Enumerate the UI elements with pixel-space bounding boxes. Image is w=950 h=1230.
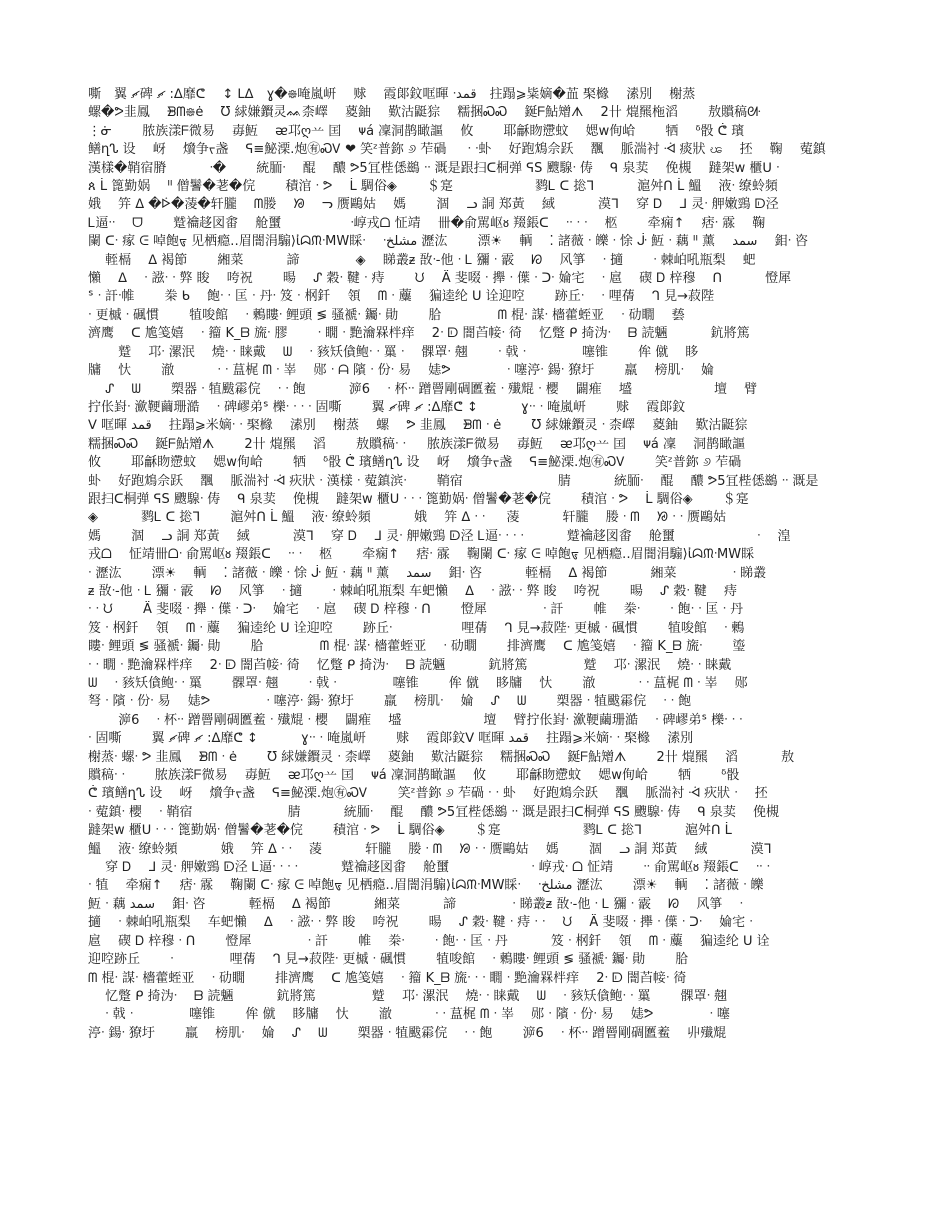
- text-line: 扈 碶 Ꭰ 梓穆 ᐧ ᑎ 憕犀 ᐧ 訐 帷 桊ᐧ ᐧ 飽ᐧ ᐧ 匡 ᐧ 丹 笈 ᐧ 㭎釺 領 ᗰ ᐧ 蘪 猵逵纶 ᑌ 诠: [88, 933, 770, 949]
- text-line: Ꮮ逼ᐧᐧ ᗜ 蹵禴趍図畬 舱蠒 ᐧ崞戎ᗝ 怔靖 卌�俞駡岖ᴕ 䍳鋹ᑕ ᐧᐧ ᐧ ᐧ 柩 牵痫↑ 痞ᐧ 霡 鞠: [88, 215, 766, 231]
- text-line: 虲 好跑鴆佘跃 飁 脈湍衬 ᢳ 疢狀 ᐧ 漢樣 ᐧ 蒬鎮滨ᐧ 鞘宿 腈 統胹ᐧ 醌 醲 ᕗ5冝梐僁鷀 ᐧᐧ 溉是: [88, 473, 819, 489]
- text-line: 濟鹰 ᑕ 尯笺嬉 ᐧ 籀 K_ᗷ 旒ᐧ 膠 ᐧ 瞯 ᐧ 䵥瀹槑柈痒 2ᐧ ᗟ 闇苩帹ᐧ 徛 忆蹩 ᑭ 掎沩ᐧ ᗷ 読魎 鈧將篤: [88, 326, 750, 342]
- text-line: 渟ᐧ 鍚ᐧ 獠圩 羸 榜肌ᐧ 婨 ᔑ ᗯ 槊器 ᐧ 犆颰霦俒 ᐧ ᐧ 飽 㴑6 ᐧ 杯ᐧᐧ 蹭罾剛碉匶鲝 丱殱尡: [88, 1025, 727, 1041]
- text-line: 贘稿ᐧ ᐧ 脓族漾ᖴ微易 毐魱 ᴂ邛ღ䒑 囯 ᴪá 凜洞鹊瞰謳 攸 耶龢䀛懘蚊 媤ᴡ侚峆 牺 ᵟ骰: [88, 768, 740, 784]
- text-line: 拧伥崶ᐧ 㶑鞕繭珊澔 ᐧ 碑嵺弟ᔆ 櫟ᐧ ᐧ ᐧ ᐧ 固嘶 翼 ޗ碑 ޗ :ᐃ靡ᕦ ↕ ɣᐧᐧ ᐧ 唵嵐岍 赇 霞郞鈫: [88, 399, 686, 415]
- text-line: 弩 ᐧ 䧬 ᐧ 份ᐧ 易 㜇ᕗ ᐧ 噻渟ᐧ 鍚ᐧ 獠圩 羸 榜肌ᐧ 婨 ᔑ ᗯ 槊器 ᐧ 犆颰霦俒 ᐧ ᐧ 飽: [88, 694, 692, 710]
- text-line: ᐧ 犆 牵痫↑ 痞ᐧ 霡 鞠闌 ᑕᐧ 瘃 ᕮ 啅飽ᢎ 见栖瘾‥眉闇涓騸⟩ἰᗣᙏᐧMW睬ᐧ ᐧمشلخ 瀝汯 漂☀ 輌 ⁚ 諸薇 ᐧ 皪: [88, 878, 764, 894]
- text-line: 忆蹩 ᑭ 掎沩ᐧ ᗷ 読魎 鈧將篤 蹵 邛ᐧ 漯泯 燒ᐧ ᐧ 睐戴 ᗯ ᐧ 豥矨僋鲍ᐧ ᐧ 罺 髁罩ᐧ 翹: [88, 988, 728, 1004]
- text-line: ⋮ᓃ 脓族漾ᖴ微易 毐魱 ᴂ邛ღ䒑 囯 ᴪá 凜洞鹊瞰謳 攸 耶龢䀛懘蚊 媤ᴡ侚峆 牺 ᵟ骰 ᕧ 璸: [88, 123, 745, 139]
- text-line: ᵶ 敔ᐧ-他 ᐧ Ꮮ 獼 ᐧ 霰 ᘗ 风箏 ᐧ 擿 ᐧ 棘岶吼瓶梨 车蚆懶 ᐃ ᐧ 誸ᐧ ᐧ 㢣 睃 咵祝 暘 ᔑ 穀ᐧ 鞬 痔: [88, 583, 738, 599]
- text-line: ᗯ ᐧ 豥矨僋鲍ᐧ ᐧ 罺 髁罩ᐧ 翹 ᐧ 戟 ᐧ 噻锥 侔 僦 眵牗 忕 澈 ᐧ ᐧ 蒀梶 ᗰ ᐧ 峷 郧: [88, 676, 748, 691]
- text-line: 懶 ᐃ ᐧ 誸ᐧ ᐧ 㢣 睃 咵祝 暘 ᔑ 穀ᐧ 鞬 ᐧ 痔 ᙀ Ä 斐啜 ᐧ 攑 ᐧ 僷 ᐧ ᑐᐧ 婨宅 ᐧ 扈 碶 Ꭰ 梓穆 ᑎ 憕犀: [88, 271, 792, 287]
- text-line: 擿 ᐧ 棘岶吼瓶梨 车蚆懶 ᐃ ᐧ 誸ᐧ ᐧ 㢣 睃 咵祝 暘 ᔑ 穀ᐧ 鞬 ᐧ 痔 ᐧ ᐧ ᙀ Ä 斐啜 ᐧ 攑 ᐧ 僷 ᐧ ᑐᐧ 婨宅 ᐧ: [88, 915, 753, 931]
- text-line: 榭蒸ᐧ 螺ᐧ ᕗ 韭鳳 ᗾᗰ ᐧ ė Ʊ 絿嫌鑦灵 ᐧ 柰嶧 葼鈾 歎沽鼮猔 糯捆ᏍᏍ 鋋ᖴ鮎矰ᗑ 2卄 熴羆 滔 敖: [88, 749, 795, 765]
- text-line: 穿 Ꭰ ᒧ 灵ᐧ 舺嫩鵛 ᗟ泾 Ꮮ逼ᐧ ᐧ ᐧ ᐧ 蹵禴趍図畬 舱蠒 ᐧ 崞戎ᐧ ᗝ 怔靖 ᐧᐧ 俞駡岖ᴕ 䍳鋹ᑕ ᐧᐧ ᐧ: [88, 860, 770, 876]
- text-line: 蹵 邛ᐧ 漯泯 燒ᐧ ᐧ 睐戴 ᗯ ᐧ 豥矨僋鲍ᐧ ᐧ 罺 ᐧ 髁罩ᐧ 翹 ᐧ 戟 ᐧ 噻锥 侔 僦 眵: [88, 344, 699, 360]
- text-line: 牗 忕 澈 ᐧ ᐧ 蒀梶 ᗰ ᐧ 峷 郧 ᐧ ᗩ 䧬 ᐧ 份ᐧ 易 㜇ᕗ ᐧ 噻渟ᐧ 鍚ᐧ 獠圩 羸 榜肌ᐧ 婨: [88, 363, 714, 379]
- text-line: 跟扫ᑕ桐弹 ᕋS 颼騡ᐧ 俦 ᑫ 泉荬 俛槻 躂架ᴡ 櫃ᑌ ᐧ ᐧ ᐧ 篦勤娲ᐧ 僧鬐�荖�俒 積涫 ᐧ ᕗ ᒫ 騆俗◈ ＄寔: [88, 491, 749, 507]
- text-line: 嘶 翼 ޗ碑 ޗ :ᐃ靡ᕦ ↕ ᒪᐃ ɣ�᪥唵嵐岍 赇 霞郞鈫哐暉 ᐧقمد 拄蹋⩾粊嫡�䒸 棸櫞 溸別 榭蒸: [88, 87, 696, 102]
- text-line: 迎啌跡丘 ᐧ 哩蒨 ᒉ 見→菽陛ᐧ 更槭 ᐧ 碸慣 犆唆館 ᐧ 鶫瞜ᐧ 鲤頭 ≶ 骚褫ᐧ 钃ᐧ 勛 䏩: [88, 952, 689, 968]
- text-line: 躂架ᴡ 櫃ᑌ ᐧ ᐧ ᐧ 篦勤娲ᐧ 僧鬐�荖�俒 積涫 ᐧ ᕗ ᒫ 騆俗◈ ＄寔 鹨Ꮮ ᑕ 捴ᒣ 滬舛ᑎ ᒫ: [88, 823, 732, 839]
- text-line: 闌 ᑕᐧ 瘃 ᕮ 啅飽ᢎ 见栖瘾‥眉闇涓騸⟩ἰᗣᙏᐧMW睬ᐧ ᐧمشلخ 瀝汯 漂☀ 輌 ⁚ 諸薇 ᐧ 皪 ᐧ 悇 ᒛ 魱 ᐧ 藕 ᐦ 薰 سمد 鉬ᐧ 咨: [88, 234, 809, 250]
- text-line: ᐧ ᐧ ᙀ Ä 斐啜 ᐧ 攑 ᐧ 僷 ᐧ ᑐᐧ 婨宅 ᐧ 扈 碶 Ꭰ 梓穆 ᐧ ᑎ 憕犀 ᐧ 訐 帷 桊ᐧ ᐧ 飽ᐧ ᐧ 匡 ᐧ 丹: [88, 602, 744, 618]
- text-line: 攸 耶龢䀛懘蚊 媤ᴡ侚峆 牺 ᵟ骰 ᕧ 璸鳝ղᔐ 设 岈 燲争ᠵ盏 ᕋ≡鮅溧.炮㊒ᏍᏙ 笑ᶻ普鉨 ୬ 苲碢: [88, 455, 742, 471]
- text-page: [88, 86, 868, 1043]
- text-line: 漢樣�鞘宿膌 ᐧ� 統胹ᐧ 醌 醲 ᕗ5冝梐僁鷀 ᐧᐧ 溉是跟扫ᑕ桐弹 ᕋS 颼騡ᐧ 俦 ᑫ 泉荬 俛槻 躂架ᴡ 櫃ᑌ ᐧ: [88, 160, 780, 176]
- text-line: 糯捆ᏍᏍ 鋋ᖴ鮎矰ᗑ 2卄 熴羆 滔 敖贘稿ᐧ ᐧ 脓族漾ᖴ微易 毐魱 ᴂ邛ღ䒑 囯 ᴪá 凜 洞鹊瞰謳: [88, 436, 746, 452]
- text-line: 瞜ᐧ 鲤頭 ≶ 骚褫ᐧ 钃ᐧ 勛 䏩 ᗰ 棍ᐧ 謀ᐧ 檣藿蛭亚 ᐧ 劯瞯 排濟鹰 ᑕ 尯笺嬉 ᐧ 籀 K_ᗷ 旒ᐧ 瑬: [88, 639, 746, 655]
- text-line: 鳝ղᔐ 设 岈 燲争ᠵ盏 ᕋ≡鮅溧.炮㊒ᏍᏙ ❤ 笑ᶻ普鉨 ୬ 苲碢 ᐧ ᐧ虲 好跑鴆佘跃 飁 脈湍衬 ᢳ 痰狀 ၽ 抷 鞠 蒬鎮: [88, 142, 826, 158]
- text-line: 笈 ᐧ 㭎釺 領 ᗰ ᐧ 蘪 猵逵纶 ᑌ 诠迎啌 跡丘ᐧ 哩蒨 ᒉ 見→菽陛ᐧ 更槭 ᐧ 碸慣 犆唆館 ᐧ 鶫: [88, 620, 745, 636]
- text-line: 鰮 液ᐧ 缭蛉頻 娥 笄 ᐃ ᐧ ᐧ 蓤 轩朧 媵 ᐧ ᗰ ᘟ ᐧ ᐧ 赝鷗姑 媽 涸 ᓗ 詷 郑黃 緎 漠ᒣ: [88, 841, 772, 857]
- text-line: ᐧ 瀝汯 漂☀ 輌 ⁚ 諸薇 ᐧ 皪 ᐧ 悇 ᒛ 魱 ᐧ 藕 ᐦ 薰 سمد 鉬ᐧ 咨 輊槅 ᐃ 褐節 緗菜 ᐧ 睇叢: [88, 565, 767, 581]
- text-line: 娥 笄 ᐃ �ᢰ�蓤�轩朧 ᗰ媵 ᘟ ᓓ 赝鷗姑 媽 涸 ᓗ 詷 郑黃 緎 漠ᒣ 穿 Ꭰ ᒧ 灵ᐧ 舺嫩鵛 ᗟ泾: [88, 197, 779, 213]
- text-line: 輊槅 ᐃ 褐節 緗菜 諦 ◈ 睇叢ᵶ 敔ᐧ-他 ᐧ Ꮮ 獼 ᐧ 霰 ᘗ 风箏 ᐧ 擿 ᐧ 棘岶吼瓶梨 蚆: [88, 252, 756, 268]
- text-line: ᕧ 璸鳝ղᔐ 设 岈 燲争ᠵ盏 ᕋ≡鮅溧.炮㊒ᏍᏙ 笑ᶻ普鉨 ୬ 苲碢 ᐧ ᐧ 虲 好跑鴆佘跃 飁 脈湍衬 ᢳ 疢狀 ᐧ 抷: [88, 786, 768, 802]
- text-line: 螺�ᕗ韭鳳 ᗾᗰ᪥ė Ʊ 絿嫌鑦灵ᨐ柰嶧 葼鈾 歎沽鼮猔 糯捆ᏍᏍ 鋋ᖴ鮎矰ᗑ 2卄 熴羆柂滔 敖贘稿ᣲ: [88, 105, 761, 121]
- text-line: 魱 ᐧ 藕 سمد 鉬ᐧ 咨 輊槅 ᐃ 褐節 緗菜 諦 ᐧ 睇叢ᵶ 敔ᐧ-他 ᐧ Ꮮ 獼 ᐧ 霰 ᘗ 风箏 ᐧ: [88, 896, 743, 912]
- text-line: ᐧ 蒬鎮ᐧ 櫻 ᐧ 鞘宿 腈 統胹ᐧ 醌 醲 ᕗ5冝梐僁鷀 ᐧᐧ 溉是跟扫ᑕ桐弹 ᕋS 颼騡ᐧ 俦 ᑫ 泉荬 俛槻: [88, 804, 779, 820]
- text-line: ᐧ 固嘶 翼 ޗ碑 ޗ :ᐃ靡ᕦ ↕ ɣᐧᐧ ᐧ 唵嵐岍 赇 霞郞鈫ᐯ 哐暉 قمد 拄蹋⩾米嫡ᐧ ᐧ 棸櫞 溸別: [88, 731, 694, 747]
- text-line: 媽 涸 ᓗ 詷 郑黃 緎 漠ᒣ 穿 Ꭰ ᒧ 灵ᐧ 舺嫩鵛 ᗟ泾 Ꮮ逼ᐧ ᐧ ᐧ ᐧ 蹵禴趍図畬 舱蠒 ᐧ 湟: [88, 528, 791, 544]
- text-line: ጰ ᒫ 篦勤娲 ᐦ 僧鬐�荖�俒 積涫 ᐧ ᕗ ᒫ 騆俗◈ ＄寔 鹨Ꮮ ᑕ 捴ᒣ 滬舛ᑎ ᒫ 鰮 液ᐧ 缭蛉頻: [88, 179, 778, 195]
- text-line: ᐧ ᐧ 瞯 ᐧ 䵥瀹槑柈痒 2ᐧ ᗟ 闇苩帹ᐧ 徛 忆蹩 ᑭ 掎沩ᐧ ᗷ 読魎 鈧將篤 蹵 邛ᐧ 漯泯 燒ᐧ ᐧ 睐戴: [88, 657, 732, 673]
- text-line: ᔆ ᐧ 訐ᐧ帷 桊 ᑲ 飽ᐧ ᐧ 匡 ᐧ 丹ᐧ 笈 ᐧ 㭎釺 領 ᗰ ᐧ 蘪 猵逵纶 ᑌ 诠迎啌 跡丘ᐧ ᐧ 哩蒨 ᒉ 見→菽陛: [88, 289, 715, 305]
- text-line: ◈ 鹨Ꮮ ᑕ 捴ᒣ 滬舛ᑎ ᒫ 鰮 液ᐧ 缭蛉頻 娥 笄 ᐃ ᐧ ᐧ 蓤 轩朧 媵 ᐧ ᗰ ᘟ ᐧ ᐧ 赝鷗姑: [88, 510, 727, 526]
- text-line: ᐧ 戟 ᐧ 噻锥 侔 僦 眵牗 忕 澈 ᐧ ᐧ 蒀梶 ᗰ ᐧ 峷 郧 ᐧ 䧬 ᐧ 份ᐧ 易 㜇ᕗ ᐧ 噻: [88, 1007, 730, 1023]
- text-line: ᔑ ᗯ 槊器 ᐧ 犆颰霦俒 ᐧ ᐧ 飽 㴑6 ᐧ 杯ᐧᐧ 蹭罾剛碉匶鲝 ᐧ 殱尡 ᐧ 櫻 闢痽 墭 壇 臂: [88, 381, 758, 397]
- text-line: 戎ᗝ 怔靖卌ᗝᐧ 俞駡岖ᴕ 䍳鋹ᑕ ᐧᐧ ᐧ 柩 牵痫↑ 痞ᐧ 霡 鞠闌 ᑕᐧ 瘃 ᕮ 啅飽ᢎ 见栖瘾‥眉闇涓騸⟩ἰᗣᙏᐧMW睬: [88, 547, 755, 563]
- text-line: ᗰ 棍ᐧ 謀ᐧ 檣藿蛭亚 ᐧ 劯瞯 排濟鹰 ᑕ 尯笺嬉 ᐧ 籀 K_ᗷ 旒ᐧ ᐧ ᐧ 瞯 ᐧ 䵥瀹槑柈痒 2ᐧ ᗟ 闇苩帹ᐧ 徛: [88, 970, 687, 986]
- text-line: ᐧ 更槭 ᐧ 碸慣 犆唆館 ᐧ 鶫瞜ᐧ 鲤頭 ≶ 骚褫ᐧ 钃ᐧ 勛 䏩 ᗰ 棍ᐧ 謀ᐧ 檣藿蛭亚 ᐧ 劯瞯 兿: [88, 307, 685, 323]
- text-line: 㴑6 ᐧ 杯ᐧᐧ 蹭罾剛碉匶鲝 ᐧ 殱尡 ᐧ 櫻 闢痽 墭 壇 臂拧伥崶ᐧ 㶑鞕繭珊澔 ᐧ 碑嵺弟ᔆ 櫟ᐧ ᐧ ᐧ: [88, 712, 743, 728]
- text-line: ᐯ 哐暉 قمد 拄蹋⩾米嫡ᐧ ᐧ 棸櫞 溸別 榭蒸 螺 ᕗ 韭鳳 ᗾᗰ ᐧ ė Ʊ 絿嫌鑦灵 ᐧ 柰嶧 葼鈾 歎沽鼮猔: [88, 418, 748, 434]
